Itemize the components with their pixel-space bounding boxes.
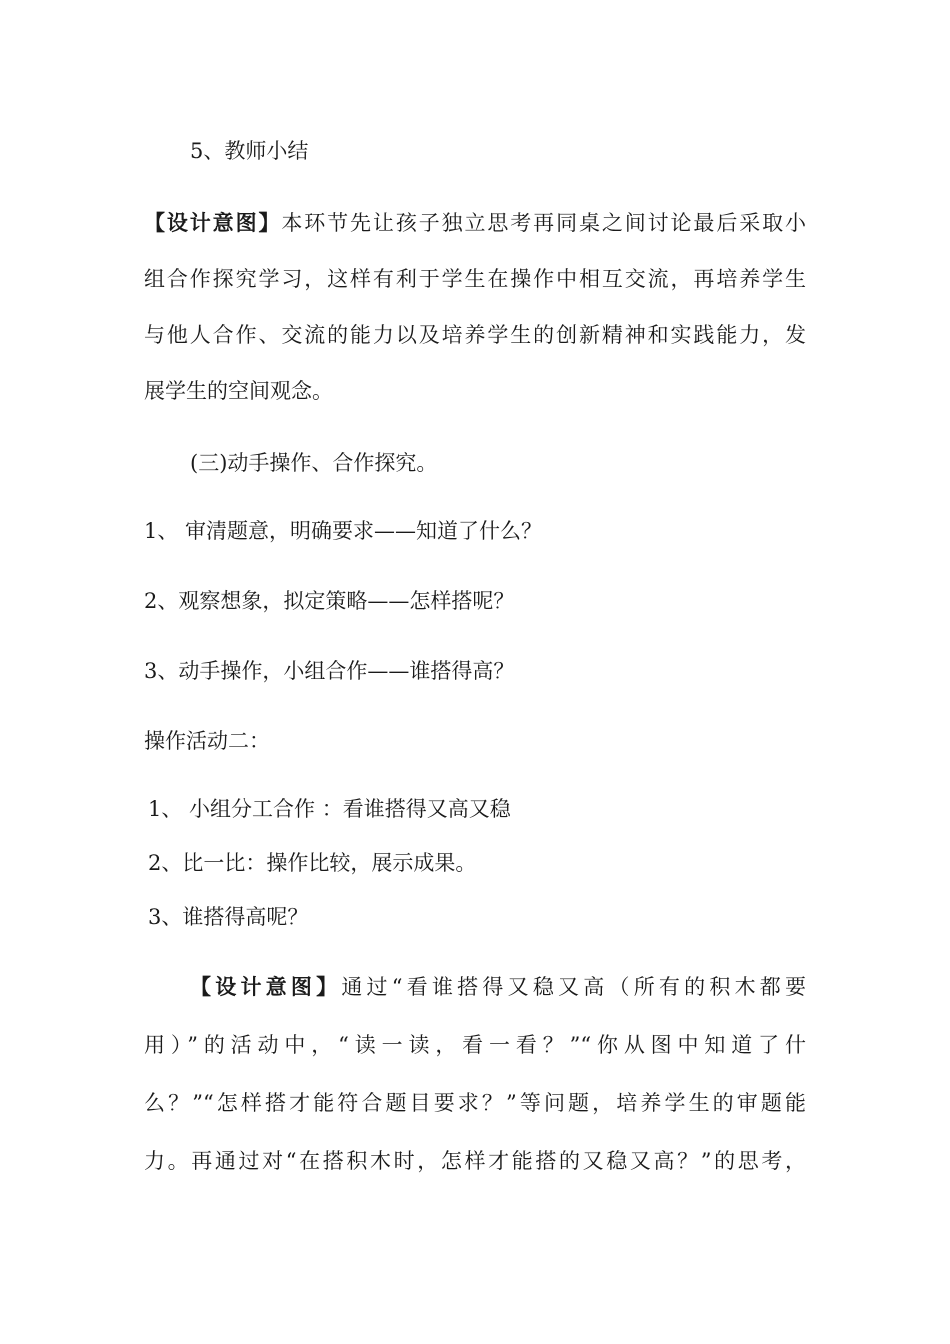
- section-heading-3: (三)动手操作、合作探究。: [190, 451, 438, 475]
- design-intent-tag-2: 【设计意图】: [190, 974, 342, 999]
- design-intent-text: 本环节先让孩子独立思考再同桌之间讨论最后采取小: [281, 211, 807, 235]
- design-intent-1-line-2: 组合作探究学习，这样有利于学生在操作中相互交流，再培养学生: [144, 267, 806, 291]
- design-intent-2-line-4: 力。再通过对“在搭积木时，怎样才能搭的又稳又高？”的思考，: [144, 1149, 806, 1173]
- design-intent-1-line-3: 与他人合作、交流的能力以及培养学生的创新精神和实践能力，发: [144, 323, 806, 347]
- design-intent-text-2: 通过“看谁搭得又稳又高（所有的积木都要: [341, 975, 807, 999]
- item-teacher-summary: 5、教师小结: [190, 139, 309, 163]
- step-1: 1、 审清题意，明确要求——知道了什么？: [144, 519, 543, 543]
- design-intent-1-line-1: [144, 208, 806, 238]
- activity-2-item-2: 2、比一比：操作比较，展示成果。: [148, 851, 477, 875]
- activity-2-title: 操作活动二：: [144, 729, 270, 753]
- step-3: 3、动手操作，小组合作——谁搭得高？: [144, 659, 515, 683]
- activity-2-item-3: 3、谁搭得高呢？: [148, 905, 309, 929]
- step-2: 2、观察想象，拟定策略——怎样搭呢？: [144, 589, 515, 613]
- design-intent-1-line-4: 展学生的空间观念。: [144, 379, 333, 403]
- activity-2-item-1: 1、 小组分工合作 ：看谁搭得又高又稳: [148, 797, 511, 821]
- design-intent-tag: 【设计意图】: [144, 210, 282, 235]
- design-intent-2-line-1: [190, 972, 806, 1002]
- design-intent-2-line-3: 么？”“怎样搭才能符合题目要求？”等问题，培养学生的审题能: [144, 1091, 806, 1115]
- design-intent-2-line-2: 用）”的活动中，“读一读，看一看？”“你从图中知道了什: [144, 1033, 806, 1057]
